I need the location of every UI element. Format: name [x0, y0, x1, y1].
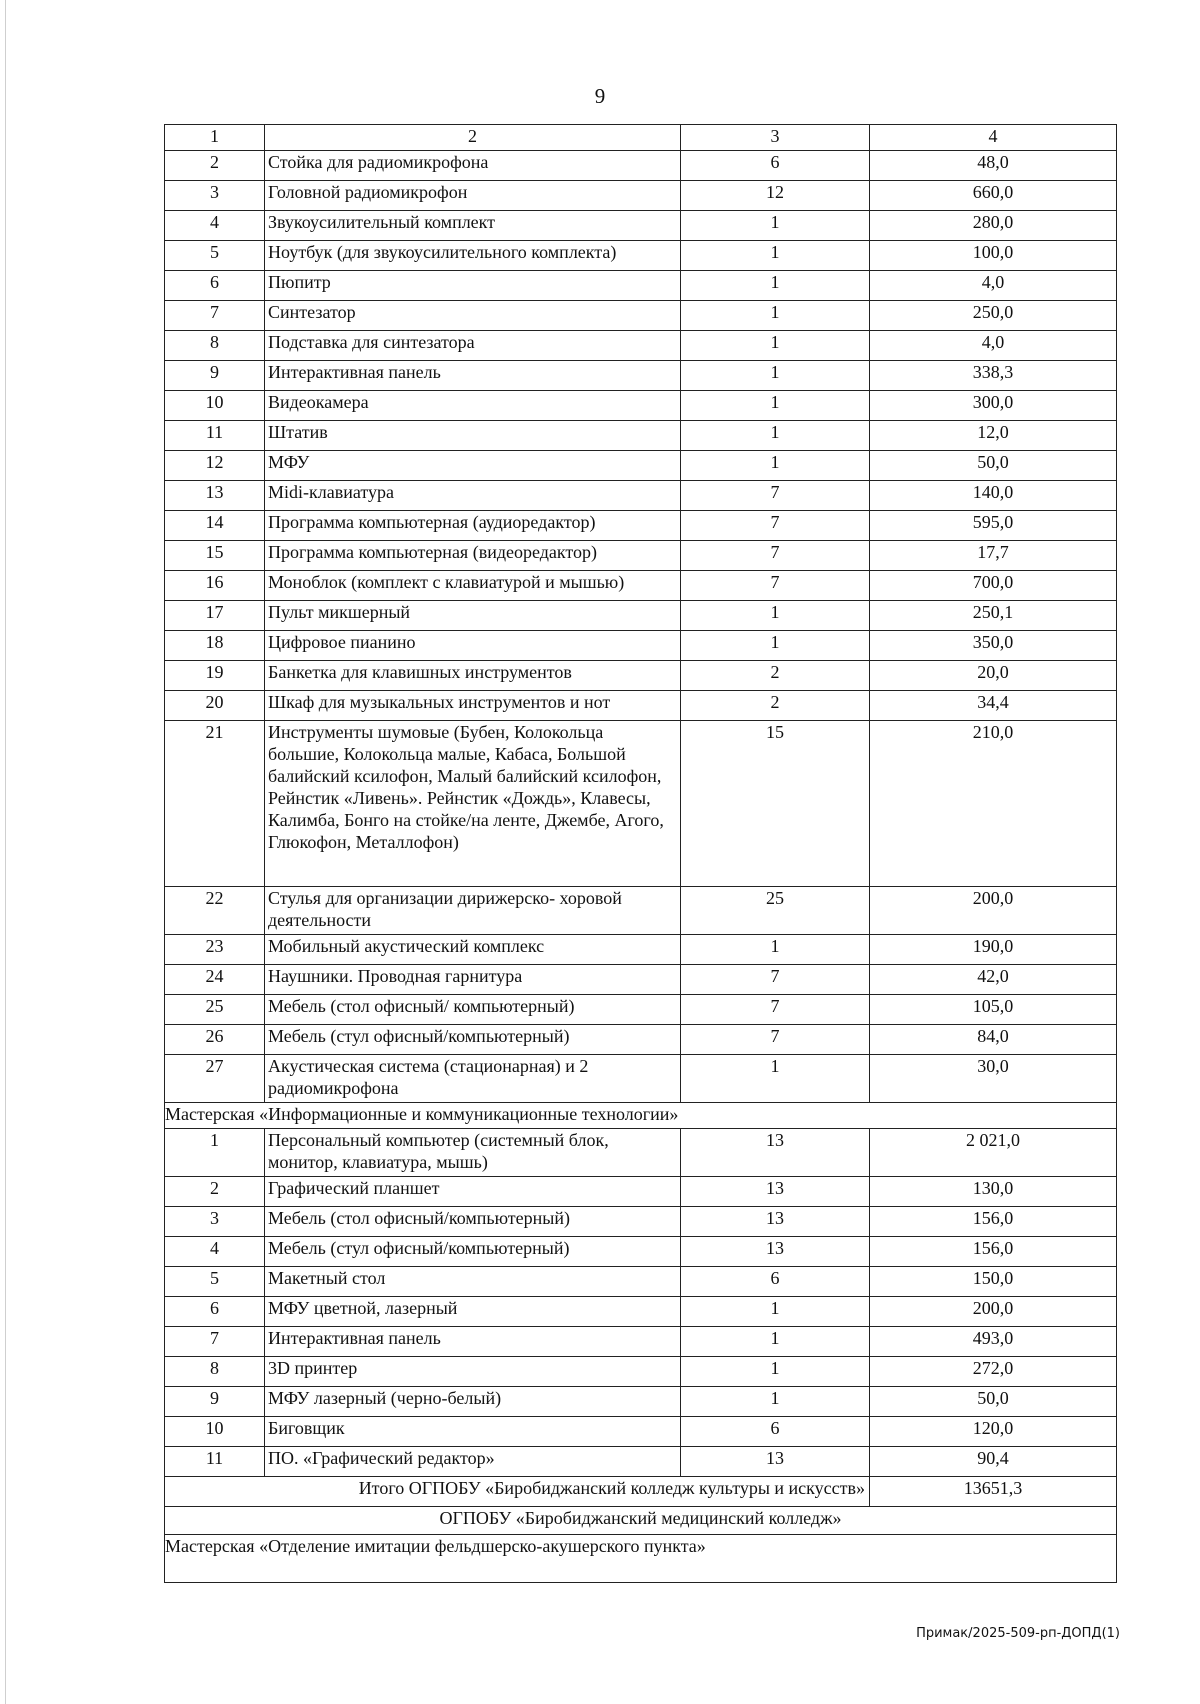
- table-row: [165, 391, 1117, 421]
- table-row: [165, 631, 1117, 661]
- row-number: 2: [165, 151, 265, 181]
- document-code: Примак/2025-509-рп-ДОПД(1): [916, 1626, 1120, 1641]
- table-row: [165, 935, 1117, 965]
- table-row: [165, 1025, 1117, 1055]
- header-col-1: 1: [165, 125, 265, 151]
- item-quantity: 7: [681, 965, 870, 995]
- item-cost: 150,0: [870, 1267, 1117, 1297]
- item-name: Стулья для организации дирижерско- хоровой деятельности: [265, 887, 681, 935]
- row-number: 12: [165, 451, 265, 481]
- total-row: [165, 1477, 1117, 1507]
- table-header-row: [165, 125, 1117, 151]
- table-row: [165, 661, 1117, 691]
- item-quantity: 1: [681, 601, 870, 631]
- item-quantity: 1: [681, 241, 870, 271]
- table-row: [165, 995, 1117, 1025]
- header-col-4: 4: [870, 125, 1117, 151]
- table-row: [165, 181, 1117, 211]
- row-number: 27: [165, 1055, 265, 1103]
- item-cost: 42,0: [870, 965, 1117, 995]
- item-name: Шкаф для музыкальных инструментов и нот: [265, 691, 681, 721]
- item-quantity: 1: [681, 271, 870, 301]
- section-title: Мастерская «Информационные и коммуникационные технологии»: [165, 1103, 1117, 1129]
- item-cost: 140,0: [870, 481, 1117, 511]
- item-quantity: 1: [681, 1297, 870, 1327]
- item-name: Мебель (стул офисный/компьютерный): [265, 1025, 681, 1055]
- row-number: 13: [165, 481, 265, 511]
- item-cost: 20,0: [870, 661, 1117, 691]
- row-number: 18: [165, 631, 265, 661]
- organization-row: [165, 1507, 1117, 1535]
- row-number: 3: [165, 181, 265, 211]
- item-quantity: 7: [681, 481, 870, 511]
- row-number: 5: [165, 241, 265, 271]
- item-cost: 90,4: [870, 1447, 1117, 1477]
- item-cost: 595,0: [870, 511, 1117, 541]
- section-row: [165, 1535, 1117, 1583]
- item-name: 3D принтер: [265, 1357, 681, 1387]
- item-name: Стойка для радиомикрофона: [265, 151, 681, 181]
- row-number: 19: [165, 661, 265, 691]
- item-cost: 34,4: [870, 691, 1117, 721]
- section-title: Мастерская «Отделение имитации фельдшерско-акушерского пункта»: [165, 1535, 1117, 1583]
- row-number: 7: [165, 1327, 265, 1357]
- row-number: 25: [165, 995, 265, 1025]
- item-cost: 660,0: [870, 181, 1117, 211]
- equipment-table: [164, 124, 1117, 1583]
- item-quantity: 7: [681, 571, 870, 601]
- table-row: [165, 965, 1117, 995]
- row-number: 9: [165, 1387, 265, 1417]
- item-quantity: 25: [681, 887, 870, 935]
- table-row: [165, 571, 1117, 601]
- table-row: [165, 1129, 1117, 1177]
- item-name: Макетный стол: [265, 1267, 681, 1297]
- item-cost: 493,0: [870, 1327, 1117, 1357]
- row-number: 1: [165, 1129, 265, 1177]
- item-name: Моноблок (комплект с клавиатурой и мышью): [265, 571, 681, 601]
- item-quantity: 13: [681, 1447, 870, 1477]
- table-row: [165, 1357, 1117, 1387]
- row-number: 8: [165, 331, 265, 361]
- header-col-2: 2: [265, 125, 681, 151]
- row-number: 5: [165, 1267, 265, 1297]
- item-cost: 250,1: [870, 601, 1117, 631]
- table-row: [165, 601, 1117, 631]
- row-number: 17: [165, 601, 265, 631]
- item-name: Банкетка для клавишных инструментов: [265, 661, 681, 691]
- item-name: ПО. «Графический редактор»: [265, 1447, 681, 1477]
- item-cost: 700,0: [870, 571, 1117, 601]
- item-cost: 105,0: [870, 995, 1117, 1025]
- item-cost: 30,0: [870, 1055, 1117, 1103]
- row-number: 20: [165, 691, 265, 721]
- item-cost: 200,0: [870, 887, 1117, 935]
- organization-title: ОГПОБУ «Биробиджанский медицинский колледж»: [165, 1507, 1117, 1535]
- item-name: Синтезатор: [265, 301, 681, 331]
- item-quantity: 7: [681, 995, 870, 1025]
- item-quantity: 1: [681, 301, 870, 331]
- table-row: [165, 1177, 1117, 1207]
- row-number: 8: [165, 1357, 265, 1387]
- item-name: Биговщик: [265, 1417, 681, 1447]
- item-cost: 4,0: [870, 271, 1117, 301]
- row-number: 11: [165, 1447, 265, 1477]
- page-edge: [5, 0, 6, 1704]
- item-quantity: 1: [681, 1055, 870, 1103]
- item-cost: 50,0: [870, 451, 1117, 481]
- item-cost: 120,0: [870, 1417, 1117, 1447]
- table-row: [165, 331, 1117, 361]
- item-quantity: 2: [681, 691, 870, 721]
- table-row: [165, 301, 1117, 331]
- item-name: Персональный компьютер (системный блок, монитор, клавиатура, мышь): [265, 1129, 681, 1177]
- row-number: 3: [165, 1207, 265, 1237]
- item-name: Штатив: [265, 421, 681, 451]
- item-cost: 12,0: [870, 421, 1117, 451]
- row-number: 6: [165, 1297, 265, 1327]
- table-row: [165, 151, 1117, 181]
- table-row: [165, 271, 1117, 301]
- table-row: [165, 1237, 1117, 1267]
- item-quantity: 1: [681, 1387, 870, 1417]
- item-name: Подставка для синтезатора: [265, 331, 681, 361]
- item-name: Наушники. Проводная гарнитура: [265, 965, 681, 995]
- item-quantity: 1: [681, 361, 870, 391]
- table-row: [165, 1207, 1117, 1237]
- table-row: [165, 361, 1117, 391]
- item-quantity: 1: [681, 211, 870, 241]
- item-quantity: 7: [681, 1025, 870, 1055]
- item-quantity: 1: [681, 331, 870, 361]
- item-quantity: 7: [681, 511, 870, 541]
- item-quantity: 1: [681, 1357, 870, 1387]
- item-cost: 48,0: [870, 151, 1117, 181]
- row-number: 15: [165, 541, 265, 571]
- row-number: 16: [165, 571, 265, 601]
- item-cost: 156,0: [870, 1237, 1117, 1267]
- item-name: Мебель (стол офисный/компьютерный): [265, 1207, 681, 1237]
- row-number: 2: [165, 1177, 265, 1207]
- item-quantity: 1: [681, 1327, 870, 1357]
- item-name: МФУ лазерный (черно-белый): [265, 1387, 681, 1417]
- item-name: Программа компьютерная (аудиоредактор): [265, 511, 681, 541]
- item-name: Midi-клавиатура: [265, 481, 681, 511]
- item-cost: 4,0: [870, 331, 1117, 361]
- item-name: Инструменты шумовые (Бубен, Колокольца большие, Колокольца малые, Кабаса, Большой балийский ксилофон, Малый балийский ксилофон, Рейнстик «Ливень». Рейнстик «Дождь», Клавесы, Калимба, Бонго на стойке/на ленте, Джембе, Агого, Глюкофон, Металлофон): [265, 721, 681, 887]
- item-name: МФУ: [265, 451, 681, 481]
- item-cost: 200,0: [870, 1297, 1117, 1327]
- item-quantity: 13: [681, 1177, 870, 1207]
- table-row: [165, 1327, 1117, 1357]
- item-quantity: 2: [681, 661, 870, 691]
- page-number: 9: [594, 84, 606, 108]
- table-row: [165, 691, 1117, 721]
- table-row: [165, 1267, 1117, 1297]
- item-cost: 280,0: [870, 211, 1117, 241]
- table-row: [165, 481, 1117, 511]
- row-number: 9: [165, 361, 265, 391]
- table-row: [165, 511, 1117, 541]
- item-quantity: 6: [681, 1417, 870, 1447]
- item-name: Акустическая система (стационарная) и 2 радиомикрофона: [265, 1055, 681, 1103]
- item-cost: 338,3: [870, 361, 1117, 391]
- item-name: МФУ цветной, лазерный: [265, 1297, 681, 1327]
- header-col-3: 3: [681, 125, 870, 151]
- row-number: 10: [165, 1417, 265, 1447]
- total-label: Итого ОГПОБУ «Биробиджанский колледж культуры и искусств»: [165, 1477, 870, 1507]
- item-name: Головной радиомикрофон: [265, 181, 681, 211]
- row-number: 11: [165, 421, 265, 451]
- item-cost: 100,0: [870, 241, 1117, 271]
- item-name: Ноутбук (для звукоусилительного комплекта): [265, 241, 681, 271]
- table-row: [165, 1417, 1117, 1447]
- item-cost: 272,0: [870, 1357, 1117, 1387]
- row-number: 4: [165, 1237, 265, 1267]
- item-name: Графический планшет: [265, 1177, 681, 1207]
- item-cost: 2 021,0: [870, 1129, 1117, 1177]
- row-number: 21: [165, 721, 265, 887]
- table-row: [165, 241, 1117, 271]
- item-name: Мобильный акустический комплекс: [265, 935, 681, 965]
- table-row: [165, 1297, 1117, 1327]
- item-quantity: 13: [681, 1237, 870, 1267]
- row-number: 24: [165, 965, 265, 995]
- item-name: Пульт микшерный: [265, 601, 681, 631]
- item-cost: 130,0: [870, 1177, 1117, 1207]
- table-row: [165, 1447, 1117, 1477]
- item-cost: 156,0: [870, 1207, 1117, 1237]
- table-row: [165, 1055, 1117, 1103]
- item-cost: 350,0: [870, 631, 1117, 661]
- item-cost: 300,0: [870, 391, 1117, 421]
- total-cost: 13651,3: [870, 1477, 1117, 1507]
- item-name: Пюпитр: [265, 271, 681, 301]
- item-quantity: 6: [681, 1267, 870, 1297]
- table-row: [165, 421, 1117, 451]
- item-cost: 84,0: [870, 1025, 1117, 1055]
- table-row: [165, 211, 1117, 241]
- item-quantity: 1: [681, 391, 870, 421]
- row-number: 7: [165, 301, 265, 331]
- table-row: [165, 451, 1117, 481]
- item-quantity: 1: [681, 631, 870, 661]
- item-quantity: 13: [681, 1207, 870, 1237]
- row-number: 26: [165, 1025, 265, 1055]
- row-number: 22: [165, 887, 265, 935]
- row-number: 14: [165, 511, 265, 541]
- table-row: [165, 1387, 1117, 1417]
- item-cost: 250,0: [870, 301, 1117, 331]
- section-row: [165, 1103, 1117, 1129]
- item-quantity: 15: [681, 721, 870, 887]
- table-row: [165, 721, 1117, 887]
- row-number: 23: [165, 935, 265, 965]
- row-number: 6: [165, 271, 265, 301]
- item-quantity: 13: [681, 1129, 870, 1177]
- row-number: 10: [165, 391, 265, 421]
- item-name: Интерактивная панель: [265, 1327, 681, 1357]
- item-name: Цифровое пианино: [265, 631, 681, 661]
- item-cost: 190,0: [870, 935, 1117, 965]
- item-name: Мебель (стол офисный/ компьютерный): [265, 995, 681, 1025]
- table-row: [165, 887, 1117, 935]
- item-name: Интерактивная панель: [265, 361, 681, 391]
- item-quantity: 7: [681, 541, 870, 571]
- item-name: Видеокамера: [265, 391, 681, 421]
- item-name: Мебель (стул офисный/компьютерный): [265, 1237, 681, 1267]
- item-quantity: 1: [681, 935, 870, 965]
- item-cost: 17,7: [870, 541, 1117, 571]
- table-row: [165, 541, 1117, 571]
- item-cost: 210,0: [870, 721, 1117, 887]
- equipment-table-body: [165, 125, 1117, 1583]
- item-quantity: 1: [681, 421, 870, 451]
- item-quantity: 6: [681, 151, 870, 181]
- item-name: Программа компьютерная (видеоредактор): [265, 541, 681, 571]
- item-quantity: 1: [681, 451, 870, 481]
- row-number: 4: [165, 211, 265, 241]
- item-name: Звукоусилительный комплект: [265, 211, 681, 241]
- item-cost: 50,0: [870, 1387, 1117, 1417]
- item-quantity: 12: [681, 181, 870, 211]
